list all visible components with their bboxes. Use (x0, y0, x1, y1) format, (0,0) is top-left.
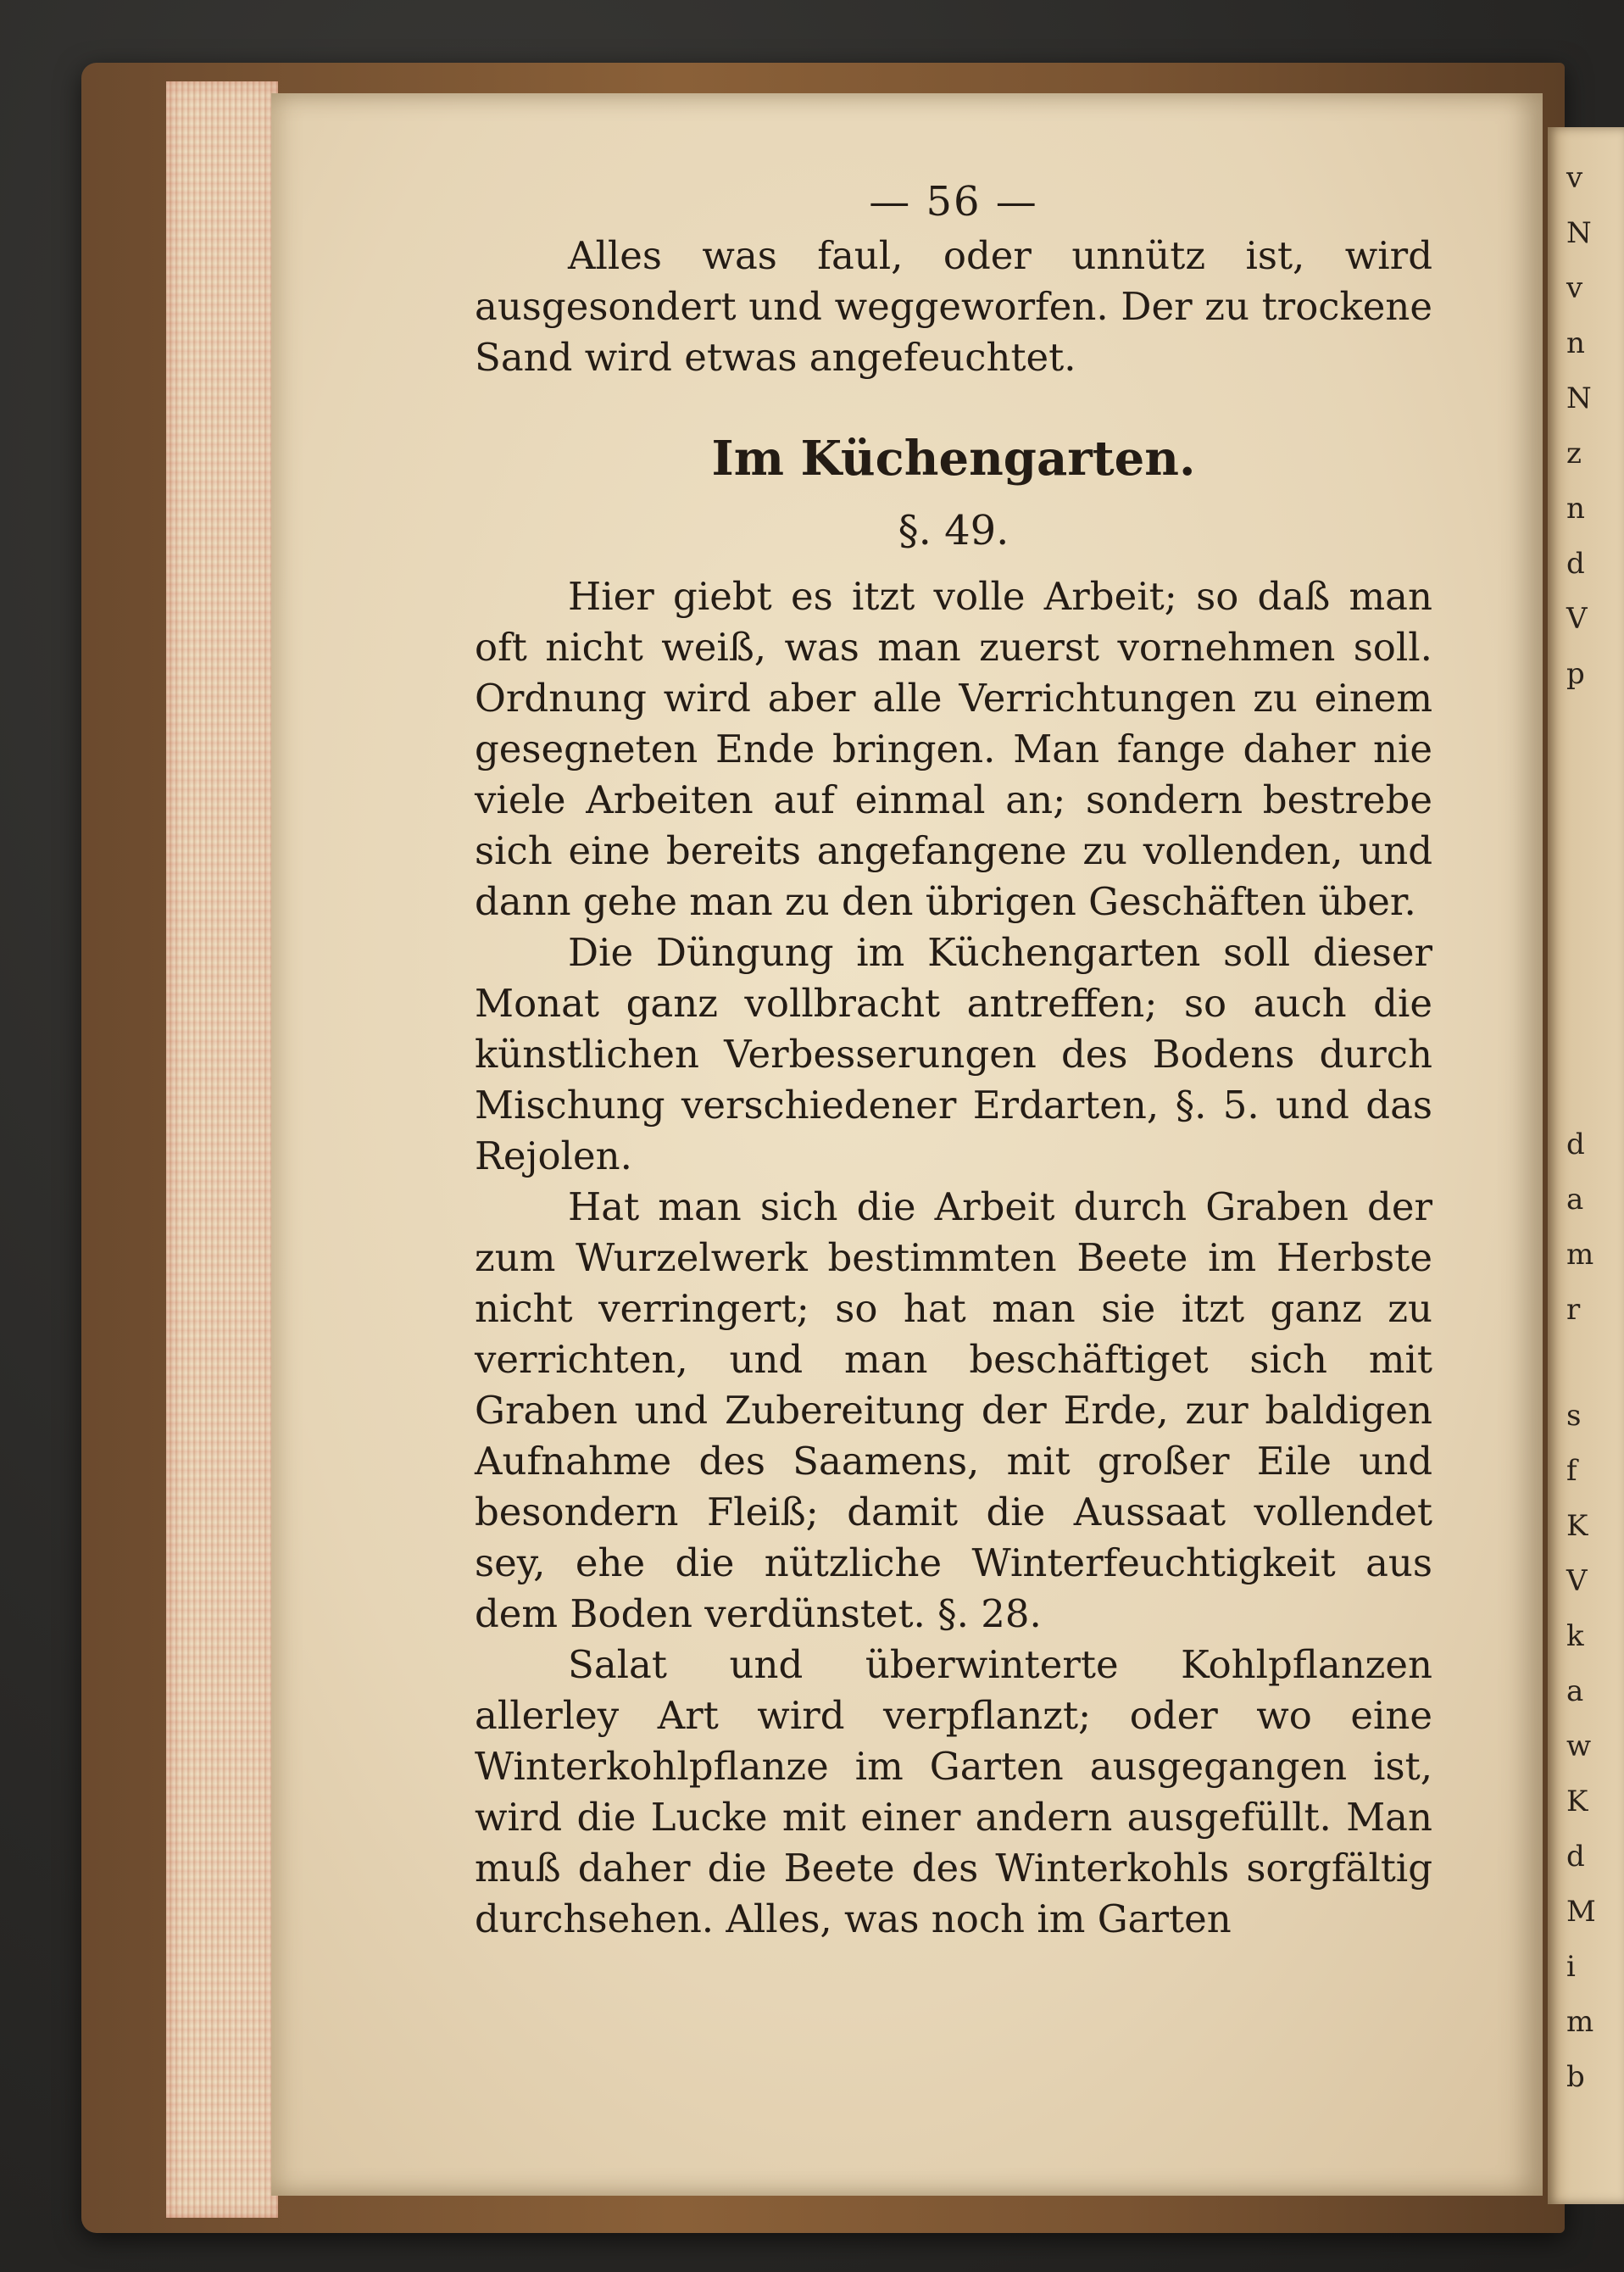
facing-page-fragment: m (1566, 1238, 1594, 1272)
facing-page-fragment: p (1566, 657, 1585, 691)
facing-page-fragment: V (1566, 1564, 1588, 1598)
page-text-block (475, 178, 1432, 1945)
facing-page-fragment: r (1566, 1293, 1581, 1327)
facing-page-fragment: V (1566, 602, 1588, 636)
facing-page-sliver (1548, 127, 1624, 2204)
facing-page-fragment: a (1566, 1674, 1584, 1708)
facing-page-fragment: w (1566, 1729, 1592, 1763)
facing-page-fragment: v (1566, 161, 1583, 195)
facing-page-fragment: K (1566, 1509, 1588, 1543)
facing-page-fragment: m (1566, 2005, 1594, 2039)
body-paragraph: Die Düngung im Küchengarten soll dieser Monat ganz vollbracht antreffen; so auch die künstlichen Verbesserungen des Bodens durch Mischung verschiedener Erdarten, §. 5. und das Rejolen. (475, 930, 1432, 1178)
body-paragraph: Hat man sich die Arbeit durch Graben der zum Wurzelwerk bestimmten Beete im Herbste nicht verringert; so hat man sie itzt ganz zu verrichten, und man beschäftiget sich mit Graben und Zubereitung der Erde, zur baldigen Aufnahme des Saamens, mit großer Eile und besondern Fleiß; damit die Aussaat vollendet sey, ehe die nützliche Winterfeuchtigkeit aus dem Boden verdünstet. §. 28. (475, 1184, 1432, 1636)
facing-page-fragment: v (1566, 271, 1583, 305)
facing-page-fragment: K (1566, 1785, 1588, 1818)
facing-page-fragment: N (1566, 216, 1592, 250)
facing-page-fragment: d (1566, 547, 1585, 581)
body-paragraph: Hier giebt es itzt volle Arbeit; so daß man oft nicht weiß, was man zuerst vornehmen soll. Ordnung wird aber alle Verrichtungen zu einem gesegneten Ende bringen. Man fange daher nie viele Arbeiten auf einmal an; sondern bestrebe sich eine bereits angefangene zu vollenden, und dann gehe man zu den übrigen Geschäften über. (475, 574, 1432, 924)
facing-page-fragment: d (1566, 1840, 1585, 1874)
facing-page-fragment: N (1566, 381, 1592, 415)
facing-page-fragment: s (1566, 1399, 1582, 1433)
facing-page-fragment: k (1566, 1619, 1584, 1653)
page-edges (166, 81, 278, 2218)
facing-page-fragment: d (1566, 1128, 1585, 1161)
body-paragraph: Salat und überwinterte Kohlpflanzen allerley Art wird verpflanzt; oder wo eine Winterkohlpflanze im Garten ausgegangen ist, wird die Lucke mit einer andern ausgefüllt. Man muß daher die Beete des Winterkohls sorgfältig durchsehen. Alles, was noch im Garten (475, 1642, 1432, 1941)
page-number: — 56 — (869, 178, 1038, 226)
facing-page-fragment: f (1566, 1454, 1577, 1488)
facing-page-fragment: n (1566, 492, 1585, 526)
facing-page-fragment: M (1566, 1895, 1596, 1929)
section-heading: Im Küchengarten. (711, 431, 1196, 487)
facing-page-fragment: i (1566, 1950, 1576, 1984)
section-number: §. 49. (898, 507, 1009, 554)
facing-page-fragment: b (1566, 2060, 1585, 2094)
intro-paragraph: Alles was faul, oder unnütz ist, wird ausgesondert und weggeworfen. Der zu trockene Sand wird etwas angefeuchtet. (475, 233, 1432, 380)
facing-page-fragment: n (1566, 326, 1585, 360)
facing-page-fragment: a (1566, 1183, 1584, 1217)
facing-page-fragment: z (1566, 437, 1582, 471)
